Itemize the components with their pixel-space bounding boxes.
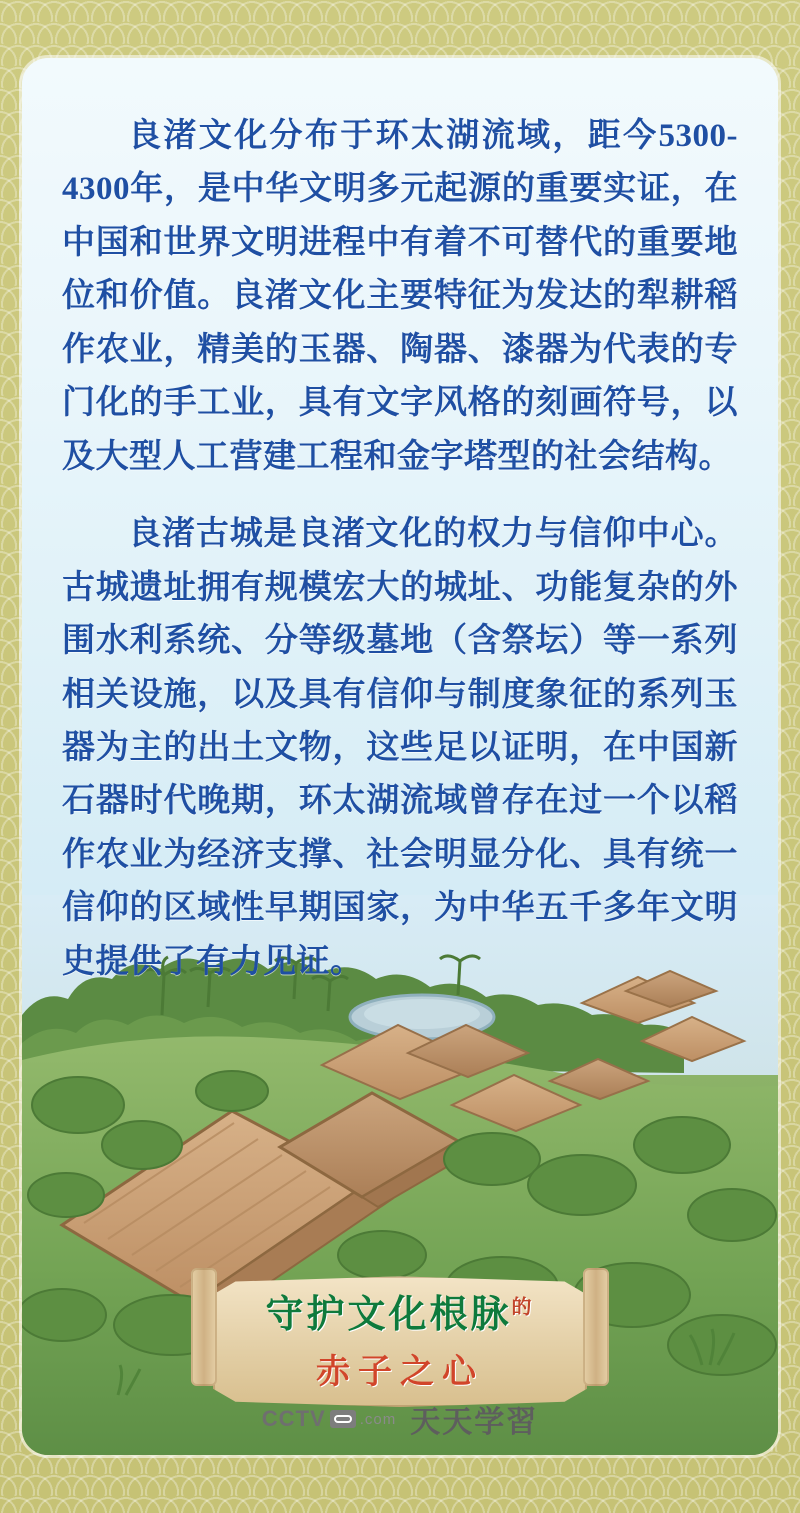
footer-logos [22,1397,778,1441]
paragraph-1: 良渚文化分布于环太湖流域，距今5300-4300年，是中华文明多元起源的重要实证，在中国和世界文明进程中有着不可替代的重要地位和价值。良渚文化主要特征为发达的犁耕稻作农业，精美的玉器、陶器、漆器为代表的专门化的手工业，具有文字风格的刻画符号，以及大型人工营建工程和金字塔型的社会结构。 [62,118,738,475]
banner-title-main-text: 守护文化根脉 [265,1294,512,1337]
scroll-end-right [583,1268,609,1386]
banner-title-main [235,1294,565,1338]
cctv-mark-icon [330,1410,356,1428]
content-card [22,58,778,1455]
cctv-logo-text: CCTV [261,1406,326,1431]
brand-title: 天天学習 [410,1406,539,1439]
paragraph-2: 良渚古城是良渚文化的权力与信仰中心。古城遗址拥有规模宏大的城址、功能复杂的外围水利系统、分等级墓地（含祭坛）等一系列相关设施，以及具有信仰与制度象征的系列玉器为主的出土文物，这些足以证明，在中国新石器时代晚期，环太湖流域曾存在过一个以稻作农业为经济支撑、社会明显分化、具有统一信仰的区域性早期国家，为中华五千多年文明史提供了有力见证。 [62,516,738,980]
article-text [22,58,778,1013]
banner-title-sub: 赤子之心 [316,1354,484,1391]
cctv-logo [262,1406,396,1432]
banner-title-main-suffix: 的 [511,1296,535,1319]
title-banner [235,1294,565,1393]
scroll-end-left [191,1268,217,1386]
cctv-domain-text: .com [359,1410,397,1428]
